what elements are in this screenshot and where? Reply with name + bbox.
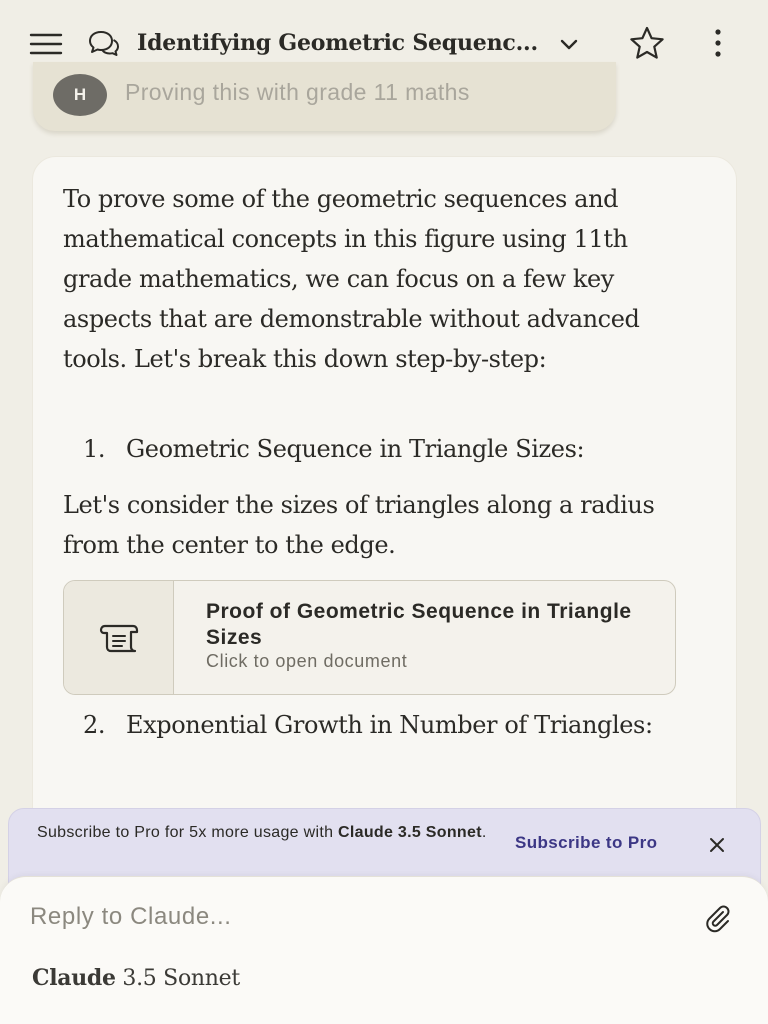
- menu-button[interactable]: [24, 24, 68, 64]
- list-item-text: Exponential Growth in Number of Triangles:: [126, 711, 653, 739]
- list-number: 1.: [83, 435, 106, 463]
- banner-text-prefix: Subscribe to Pro for 5x more usage with: [37, 824, 339, 841]
- artifact-title: Proof of Geometric Sequence in Triangle Sizes: [206, 600, 632, 649]
- user-message-text: Proving this with grade 11 maths: [125, 79, 470, 105]
- banner-model-name: Claude 3.5 Sonnet: [338, 824, 482, 841]
- subscribe-to-pro-link[interactable]: Subscribe to Pro: [515, 833, 658, 852]
- assistant-message: [32, 156, 737, 856]
- chat-bubbles-icon[interactable]: [84, 26, 124, 62]
- answer-intro: To prove some of the geometric sequences and mathematical concepts in this figure using 11th grade mathematics, we can focus on a few key aspects that are demonstrable without advanced tools. Let's break this down step-by-step:: [63, 185, 640, 373]
- artifact-subtitle: Click to open document: [206, 651, 408, 671]
- model-name: 3.5 Sonnet: [122, 966, 240, 991]
- avatar: H: [53, 74, 107, 116]
- user-message: [33, 62, 616, 131]
- reply-input[interactable]: [30, 897, 670, 937]
- list-item: [83, 705, 703, 745]
- composer: [0, 876, 768, 1024]
- model-brand: Claude: [32, 965, 116, 991]
- conversation-title[interactable]: Identifying Geometric Sequenc...: [137, 30, 538, 56]
- artifact-icon-box: [64, 581, 174, 694]
- attach-button[interactable]: [698, 901, 736, 935]
- chevron-down-icon: [559, 37, 579, 51]
- banner-text-suffix: .: [481, 824, 487, 841]
- list-number: 2.: [83, 711, 106, 739]
- list-item-text: Geometric Sequence in Triangle Sizes:: [126, 435, 585, 463]
- document-scroll-icon: [97, 621, 141, 655]
- star-button[interactable]: [622, 20, 672, 66]
- title-dropdown-button[interactable]: [552, 26, 586, 62]
- banner-text: [37, 821, 487, 844]
- more-vertical-icon: [714, 28, 722, 58]
- banner-close-button[interactable]: [701, 829, 733, 861]
- star-icon: [628, 25, 666, 61]
- more-options-button[interactable]: [698, 20, 738, 66]
- model-selector[interactable]: [32, 965, 240, 991]
- list-item: [83, 429, 703, 469]
- hamburger-icon: [29, 32, 63, 56]
- paperclip-icon: [702, 903, 732, 933]
- artifact-card[interactable]: [63, 580, 676, 695]
- answer-paragraph: Let's consider the sizes of triangles along a radius from the center to the edge.: [63, 491, 655, 559]
- close-icon: [708, 836, 726, 854]
